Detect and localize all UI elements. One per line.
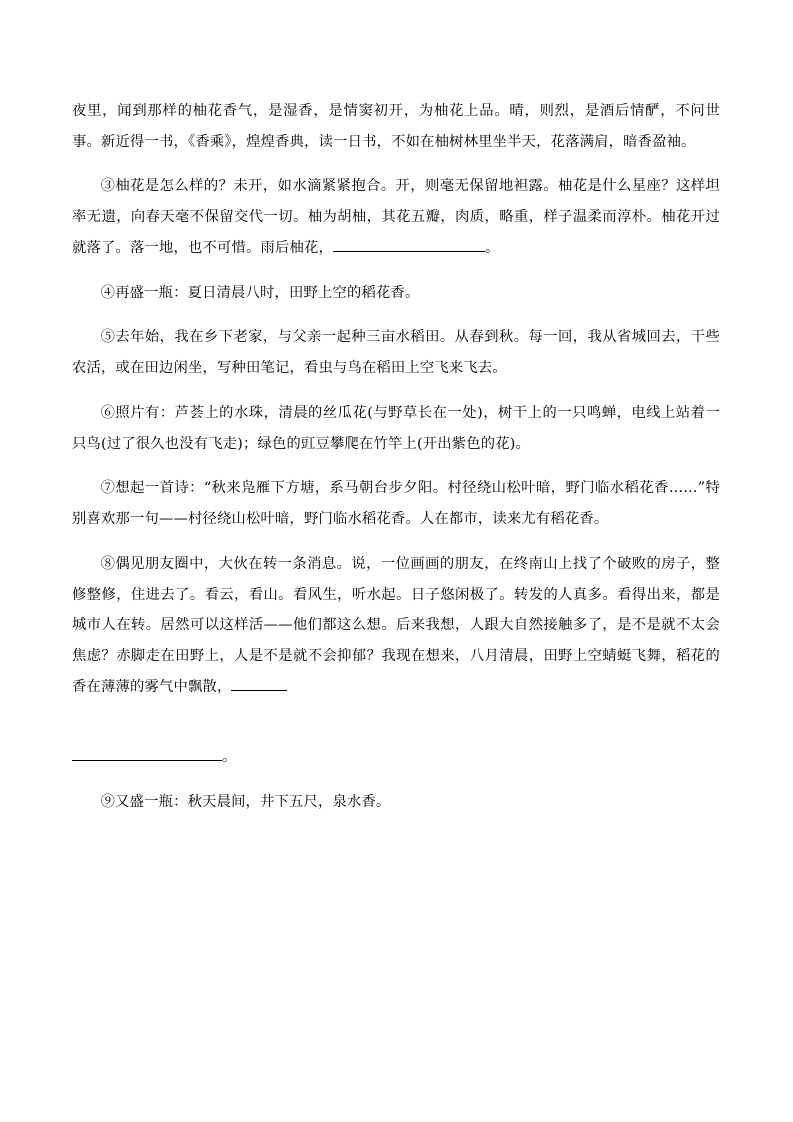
paragraph-2-text-before: ③柚花是怎么样的？未开，如水滴紧紧抱合。开，则毫无保留地袒露。柚花是什么星座？这样坦率无遗，向春天毫不保留交代一切。柚为胡柚，其花五瓣，肉质，略重，样子温柔而淳朴。柚花开过就落了。落一地，也不可惜。雨后柚花， <box>72 178 720 256</box>
paragraph-6: ⑦想起一首诗：“秋来凫雁下方塘，系马朝台步夕阳。村径绕山松叶暗，野门临水稻花香……”特别喜欢那一句——村径绕山松叶暗，野门临水稻花香。人在都市，读来尤有稻花香。 <box>72 480 720 528</box>
paragraph-2 <box>72 171 720 263</box>
paragraph-9: ⑨又盛一瓶：秋天晨间，井下五尺，泉水香。 <box>100 794 391 811</box>
fill-in-blank-2[interactable] <box>231 690 287 691</box>
fill-in-blank-1[interactable] <box>333 251 485 252</box>
paragraph-7-text-before: ⑧偶见朋友圈中，大伙在转一条消息。说，一位画画的朋友，在终南山上找了个破败的房子，整修整修，住进去了。看云，看山。看风生，听水起。日子悠闲极了。转发的人真多。看得出来，都是城市人在转。居然可以这样活——他们都这么想。后来我想，人跟大自然接触多了，是不是就不太会焦虑？赤脚走在田野上，人是不是就不会抑郁？我现在想来，八月清晨，田野上空蜻蜓飞舞，稻花的香在薄薄的雾气中飘散， <box>72 555 720 695</box>
fill-in-blank-3[interactable] <box>72 760 222 761</box>
paragraph-2-text-after: 。 <box>484 239 500 256</box>
paragraph-8-text-after: 。 <box>222 749 237 766</box>
paragraph-4: ⑤去年始，我在乡下老家，与父亲一起种三亩水稻田。从春到秋。每一回，我从省城回去，干些农活，或在田边闲坐，写种田笔记，看虫与鸟在稻田上空飞来飞去。 <box>72 329 720 377</box>
paragraph-5: ⑥照片有：芦荟上的水珠，清晨的丝瓜花(与野草长在一处)，树干上的一只鸣蝉，电线上站着一只鸟(过了很久也没有飞走)；绿色的豇豆攀爬在竹竿上(开出紫色的花)。 <box>72 404 720 452</box>
paragraph-3: ④再盛一瓶：夏日清晨八时，田野上空的稻花香。 <box>100 284 420 301</box>
paragraph-8 <box>72 742 720 773</box>
paragraph-spacer <box>72 716 720 742</box>
paragraph-7 <box>72 549 720 703</box>
document-body <box>72 96 720 818</box>
paragraph-1: 夜里，闻到那样的柚花香气，是湿香，是情窦初开，为柚花上品。晴，则烈，是酒后情酽，不问世事。新近得一书，《香乘》，煌煌香典，读一日书，不如在柚树林里坐半天，花落满肩，暗香盈袖。 <box>72 103 720 150</box>
